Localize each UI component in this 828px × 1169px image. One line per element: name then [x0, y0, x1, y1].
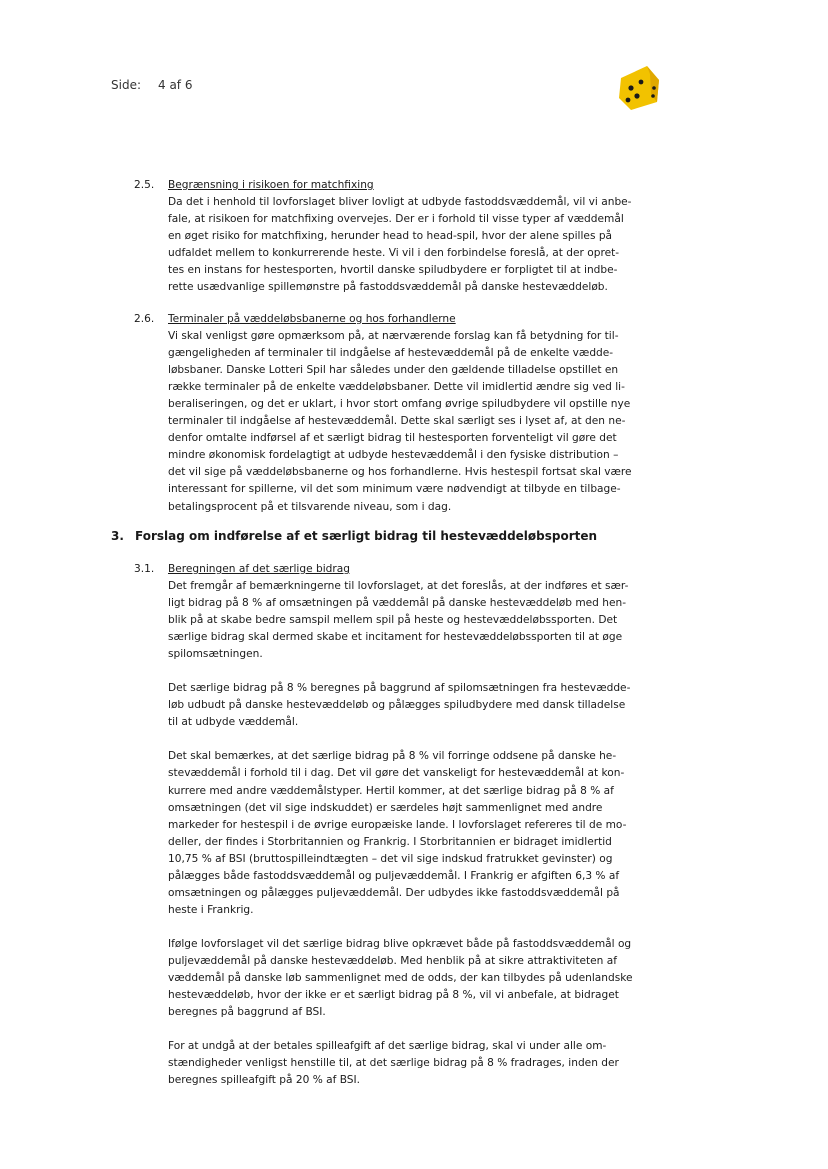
- section-number: 2.5.: [134, 179, 155, 191]
- section-3-1: [134, 561, 703, 1089]
- section-3-heading: 3. Forslag om indførelse af et særligt bidrag til hestevæddeløbsporten: [111, 529, 598, 543]
- section-2-6: [134, 311, 703, 516]
- paragraph-4: Ifølge lovforslaget vil det særlige bidrag blive opkrævet både på fastoddsvæddemål og puljevæddemål på danske hestevæddeløb. Med henblik på at sikre attraktiviteten af væddemål på danske løb sammenlignet med de odds, der kan tilbydes på udenlandske hestevæddeløb, hvor der ikke er et særligt bidrag på 8 %, vil vi anbefale, at bidraget beregnes på baggrund af BSI.: [168, 937, 633, 1019]
- section-title: Begrænsning i risikoen for matchfixing: [168, 179, 374, 191]
- section-title: Terminaler på væddeløbsbanerne og hos forhandlerne: [168, 313, 456, 325]
- page-number: 4 af 6: [158, 78, 193, 92]
- section-number: 3.1.: [134, 563, 155, 575]
- page-header: [111, 78, 192, 92]
- paragraph-1: Det fremgår af bemærkningerne til lovforslaget, at det foreslås, at der indføres et sær- ligt bidrag på 8 % af omsætningen på væddemål på danske hestevæddeløb med hen- blik på at skabe bedre samspil mellem spil på heste og hestevæddeløbssporten. Det særlige bidrag skal dermed skabe et incitament for hestevæddeløbssporten til at øge spilomsætningen.: [168, 580, 629, 661]
- section-paragraph: Da det i henhold til lovforslaget bliver lovligt at udbyde fastoddsvæddemål, vil vi anbe- fale, at risikoen for matchfixing overvejes. Der er i forhold til visse typer af væddemål en øget risiko for matchfixing, herunder head to head-spil, hvor der alene spilles på udfaldet mellem to konkurrerende heste. Vi vil i den forbindelse foreslå, at der opret- tes en instans for hestesporten, hvortil danske spiludbydere er forpligtet til at indbe- rette usædvanlige spillemønstre på fastoddsvæddemål på danske hestevæddeløb.: [168, 196, 632, 294]
- section-2-5: [134, 177, 703, 296]
- dice-logo-icon: [617, 64, 661, 112]
- page-label: Side:: [111, 78, 141, 92]
- paragraph-3: Det skal bemærkes, at det særlige bidrag på 8 % vil forringe oddsene på danske he- stevæddemål i forhold til i dag. Det vil gøre det vanskeligt for hestevæddemål at kon- kurrere med andre væddemålstyper. Hertil kommer, at det særlige bidrag på 8 % af omsætningen (det vil sige indskuddet) er særdeles højt sammenlignet med andre markeder for hestespil i de øvrige europæiske lande. I lovforslaget refereres til de mo- deller, der findes i Storbritannien og Frankrig. I Storbritannien er bidraget imidlertid 10,75 % af BSI (bruttospilleindtægten – det vil sige indskud fratrukket gevinster) og pålægges både fastoddsvæddemål og puljevæddemål. I Frankrig er afgiften 6,3 % af omsætningen og pålægges puljevæddemål. Der udbydes ikke fastoddsvæddemål på heste i Frankrig.: [168, 750, 627, 916]
- paragraph-5: For at undgå at der betales spilleafgift af det særlige bidrag, skal vi under alle om- stændigheder venligst henstille til, at det særlige bidrag på 8 % fradrages, inden der beregnes spilleafgift på 20 % af BSI.: [168, 1040, 619, 1087]
- section-number: 2.6.: [134, 313, 155, 325]
- section-title: Beregningen af det særlige bidrag: [168, 563, 350, 575]
- section-paragraph: Vi skal venligst gøre opmærksom på, at nærværende forslag kan få betydning for til- gængeligheden af terminaler til indgåelse af hestevæddemål på de enkelte vædde- løbsbaner. Danske Lotteri Spil har således under den gældende tilladelse opstillet en række terminaler på de enkelte væddeløbsbaner. Dette vil imidlertid ændre sig ved li- beraliseringen, og det er uklart, i hvor stort omfang øvrige spiludbydere vil opstille nye terminaler til indgåelse af hestevæddemål. Dette skal særligt ses i lyset af, at den ne- denfor omtalte indførsel af et særligt bidrag til hestesporten forventeligt vil gøre det mindre økonomisk fordelagtigt at udbyde hestevæddemål i den fysiske distribution – det vil sige på væddeløbsbanerne og hos forhandlerne. Hvis hestespil fortsat skal være interessant for spillerne, vil det som minimum være nødvendigt at tilbyde en tilbage- betalingsprocent på et tilsvarende niveau, som i dag.: [168, 330, 632, 513]
- paragraph-2: Det særlige bidrag på 8 % beregnes på baggrund af spilomsætningen fra hestevædde- løb udbudt på danske hestevæddeløb og pålægges spiludbydere med dansk tilladelse til at udbyde væddemål.: [168, 682, 631, 729]
